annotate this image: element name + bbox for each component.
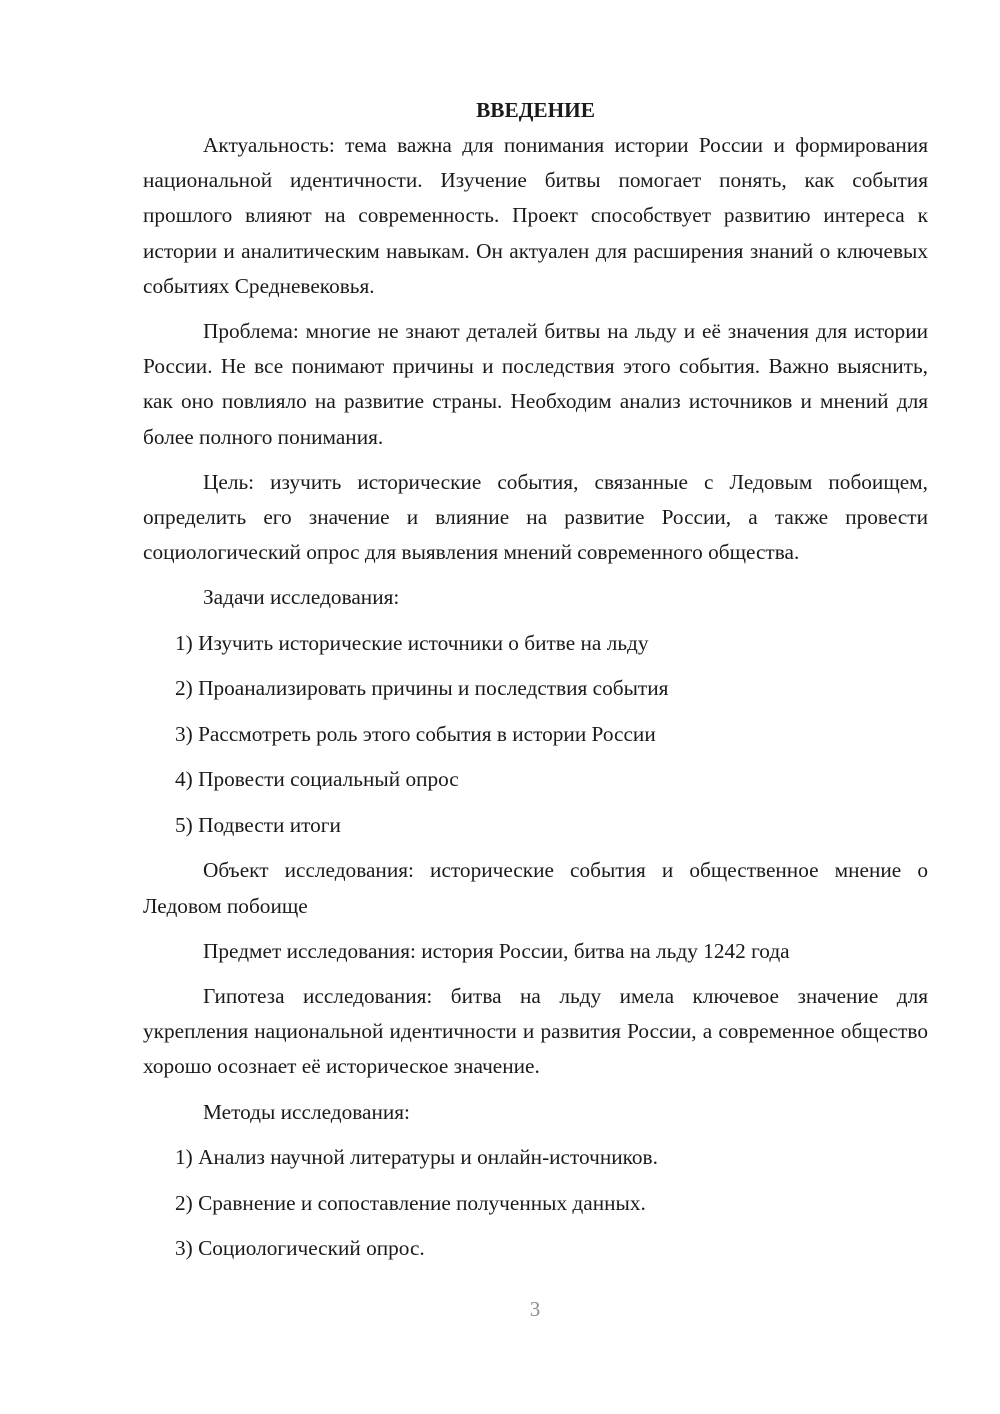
method-item: 2) Сравнение и сопоставление полученных данных. bbox=[175, 1190, 646, 1215]
method-item: 3) Социологический опрос. bbox=[175, 1236, 425, 1261]
task-item: 1) Изучить исторические источники о битве на льду bbox=[175, 630, 649, 655]
section-title: ВВЕДЕНИЕ bbox=[476, 98, 595, 122]
subject-paragraph: Предмет исследования: история России, битва на льду 1242 года bbox=[203, 938, 790, 963]
task-item: 5) Подвести итоги bbox=[175, 812, 341, 837]
hypothesis-paragraph: Гипотеза исследования: битва на льду имела ключевое значение для укрепления национальной идентичности и развития России, а современное общество хорошо осознает её историческое значение. bbox=[143, 984, 928, 1079]
document-page bbox=[143, 93, 928, 1266]
method-item: 1) Анализ научной литературы и онлайн-источников. bbox=[175, 1145, 658, 1170]
tasks-heading: Задачи исследования: bbox=[203, 585, 400, 610]
task-item: 3) Рассмотреть роль этого события в истории России bbox=[175, 721, 656, 746]
relevance-paragraph: Актуальность: тема важна для понимания истории России и формирования национальной идентичности. Изучение битвы помогает понять, как события прошлого влияют на современность. Проект способствует развитию интереса к истории и аналитическим навыкам. Он актуален для расширения знаний о ключевых событиях Средневековья. bbox=[143, 133, 928, 298]
page-number: 3 bbox=[529, 1297, 541, 1321]
task-item: 2) Проанализировать причины и последствия события bbox=[175, 676, 669, 701]
methods-heading: Методы исследования: bbox=[203, 1099, 410, 1124]
task-item: 4) Провести социальный опрос bbox=[175, 767, 459, 792]
problem-paragraph: Проблема: многие не знают деталей битвы на льду и её значения для истории России. Не все понимают причины и последствия этого события. Важно выяснить, как оно повлияло на развитие страны. Необходим анализ источников и мнений для более полного понимания. bbox=[143, 319, 928, 449]
object-paragraph: Объект исследования: исторические события и общественное мнение о Ледовом побоище bbox=[143, 858, 928, 918]
goal-paragraph: Цель: изучить исторические события, связанные с Ледовым побоищем, определить его значение и влияние на развитие России, а также провести социологический опрос для выявления мнений современного общества. bbox=[143, 469, 928, 565]
